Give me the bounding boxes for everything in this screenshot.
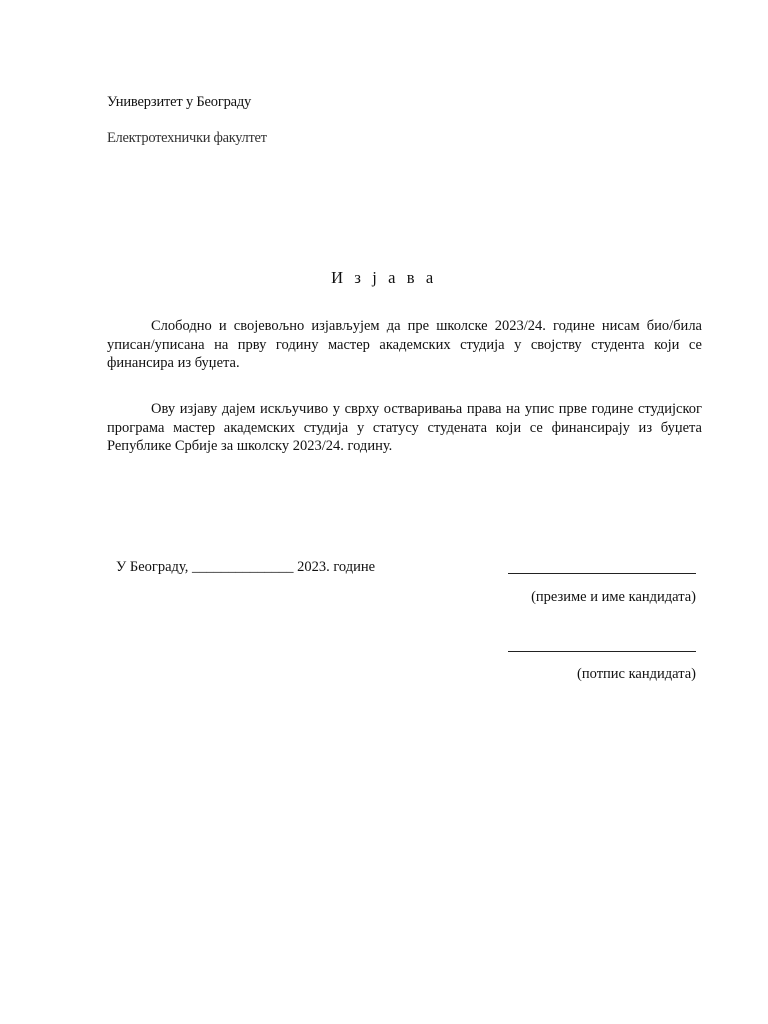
signature-caption: (потпис кандидата) [577,666,696,682]
name-caption: (презиме и име кандидата) [531,589,696,605]
statement-paragraph-2: Ову изјаву дајем искључиво у сврху остваривања права на упис прве године студијског програма мастер академских студија у статусу студената који се финансирају из буџета Републике Србије за школску 2023/24. годину. [107,401,702,454]
place-date-line: У Београду, ______________ 2023. године [116,559,376,575]
signature-line [508,651,696,652]
document-title: И з ј а в а [331,268,437,287]
name-signature-line [508,573,696,574]
university-name: Универзитет у Београду [107,94,252,110]
statement-paragraph-1: Слободно и својевољно изјављујем да пре школске 2023/24. године нисам био/била уписан/уписана на прву годину мастер академских студија у својству студента који се финансира из буџета. [107,318,702,371]
faculty-name: Електротехнички факултет [107,130,267,146]
